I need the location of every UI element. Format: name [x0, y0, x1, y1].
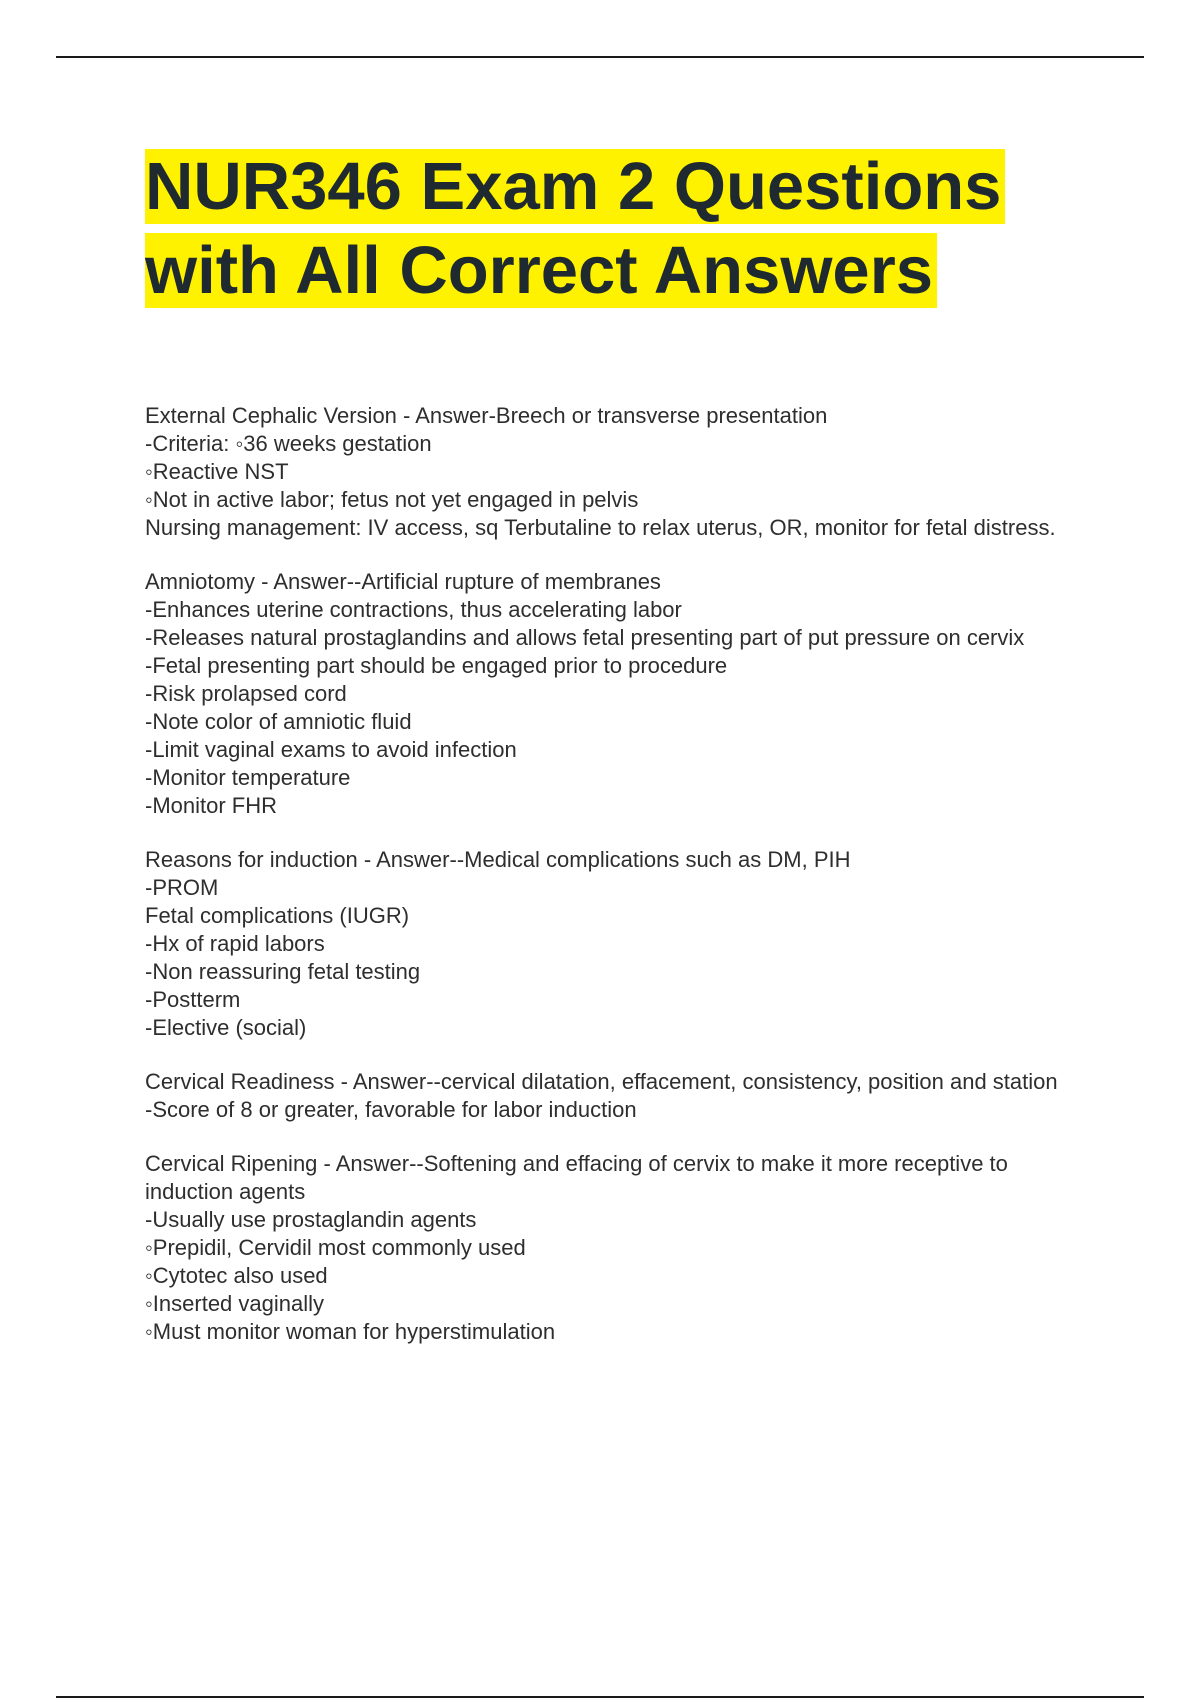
- qa-entry: [145, 846, 1095, 1042]
- entry-line: ◦Inserted vaginally: [145, 1291, 325, 1316]
- entry-line: -Postterm: [145, 987, 241, 1012]
- entry-line: -Limit vaginal exams to avoid infection: [145, 737, 517, 762]
- qa-entry: [145, 1150, 1095, 1346]
- entry-line: -Note color of amniotic fluid: [145, 709, 412, 734]
- entry-line: -Monitor FHR: [145, 793, 278, 818]
- entry-line: -Hx of rapid labors: [145, 931, 325, 956]
- entry-line: -Score of 8 or greater, favorable for labor induction: [145, 1097, 637, 1122]
- entry-line: -Fetal presenting part should be engaged prior to procedure: [145, 653, 728, 678]
- entry-line: Reasons for induction - Answer--Medical complications such as DM, PIH: [145, 847, 851, 872]
- entry-line: -Criteria: ◦36 weeks gestation: [145, 431, 432, 456]
- document-body: [145, 402, 1095, 1372]
- document-title: [145, 145, 1095, 313]
- qa-entry: [145, 1068, 1095, 1124]
- qa-entry: [145, 402, 1095, 542]
- entry-line: -Releases natural prostaglandins and allows fetal presenting part of put pressure on cervix: [145, 625, 1025, 650]
- entry-line: Amniotomy - Answer--Artificial rupture of membranes: [145, 569, 661, 594]
- entry-line: -Monitor temperature: [145, 765, 351, 790]
- entry-line: Fetal complications (IUGR): [145, 903, 410, 928]
- entry-line: ◦Reactive NST: [145, 459, 289, 484]
- entry-line: -Non reassuring fetal testing: [145, 959, 421, 984]
- entry-line: -Enhances uterine contractions, thus accelerating labor: [145, 597, 682, 622]
- entry-line: Nursing management: IV access, sq Terbutaline to relax uterus, OR, monitor for fetal distress.: [145, 515, 1056, 540]
- entry-line: ◦Not in active labor; fetus not yet engaged in pelvis: [145, 487, 639, 512]
- top-rule: [56, 56, 1144, 58]
- title-line-1: NUR346 Exam 2 Questions: [145, 149, 1005, 224]
- entry-line: -PROM: [145, 875, 219, 900]
- entry-line: -Usually use prostaglandin agents: [145, 1207, 477, 1232]
- entry-line: External Cephalic Version - Answer-Breech or transverse presentation: [145, 403, 828, 428]
- entry-line: Cervical Readiness - Answer--cervical dilatation, effacement, consistency, position and station: [145, 1069, 1058, 1094]
- qa-entry: [145, 568, 1095, 820]
- entry-line: ◦Cytotec also used: [145, 1263, 328, 1288]
- entry-line: -Elective (social): [145, 1015, 307, 1040]
- title-line-2: with All Correct Answers: [145, 233, 937, 308]
- title-block: [145, 145, 1095, 313]
- entry-line: Cervical Ripening - Answer--Softening and effacing of cervix to make it more receptive to induction agents: [145, 1151, 1015, 1204]
- entry-line: ◦Must monitor woman for hyperstimulation: [145, 1319, 556, 1344]
- bottom-rule: [56, 1696, 1144, 1698]
- entry-line: -Risk prolapsed cord: [145, 681, 347, 706]
- entry-line: ◦Prepidil, Cervidil most commonly used: [145, 1235, 526, 1260]
